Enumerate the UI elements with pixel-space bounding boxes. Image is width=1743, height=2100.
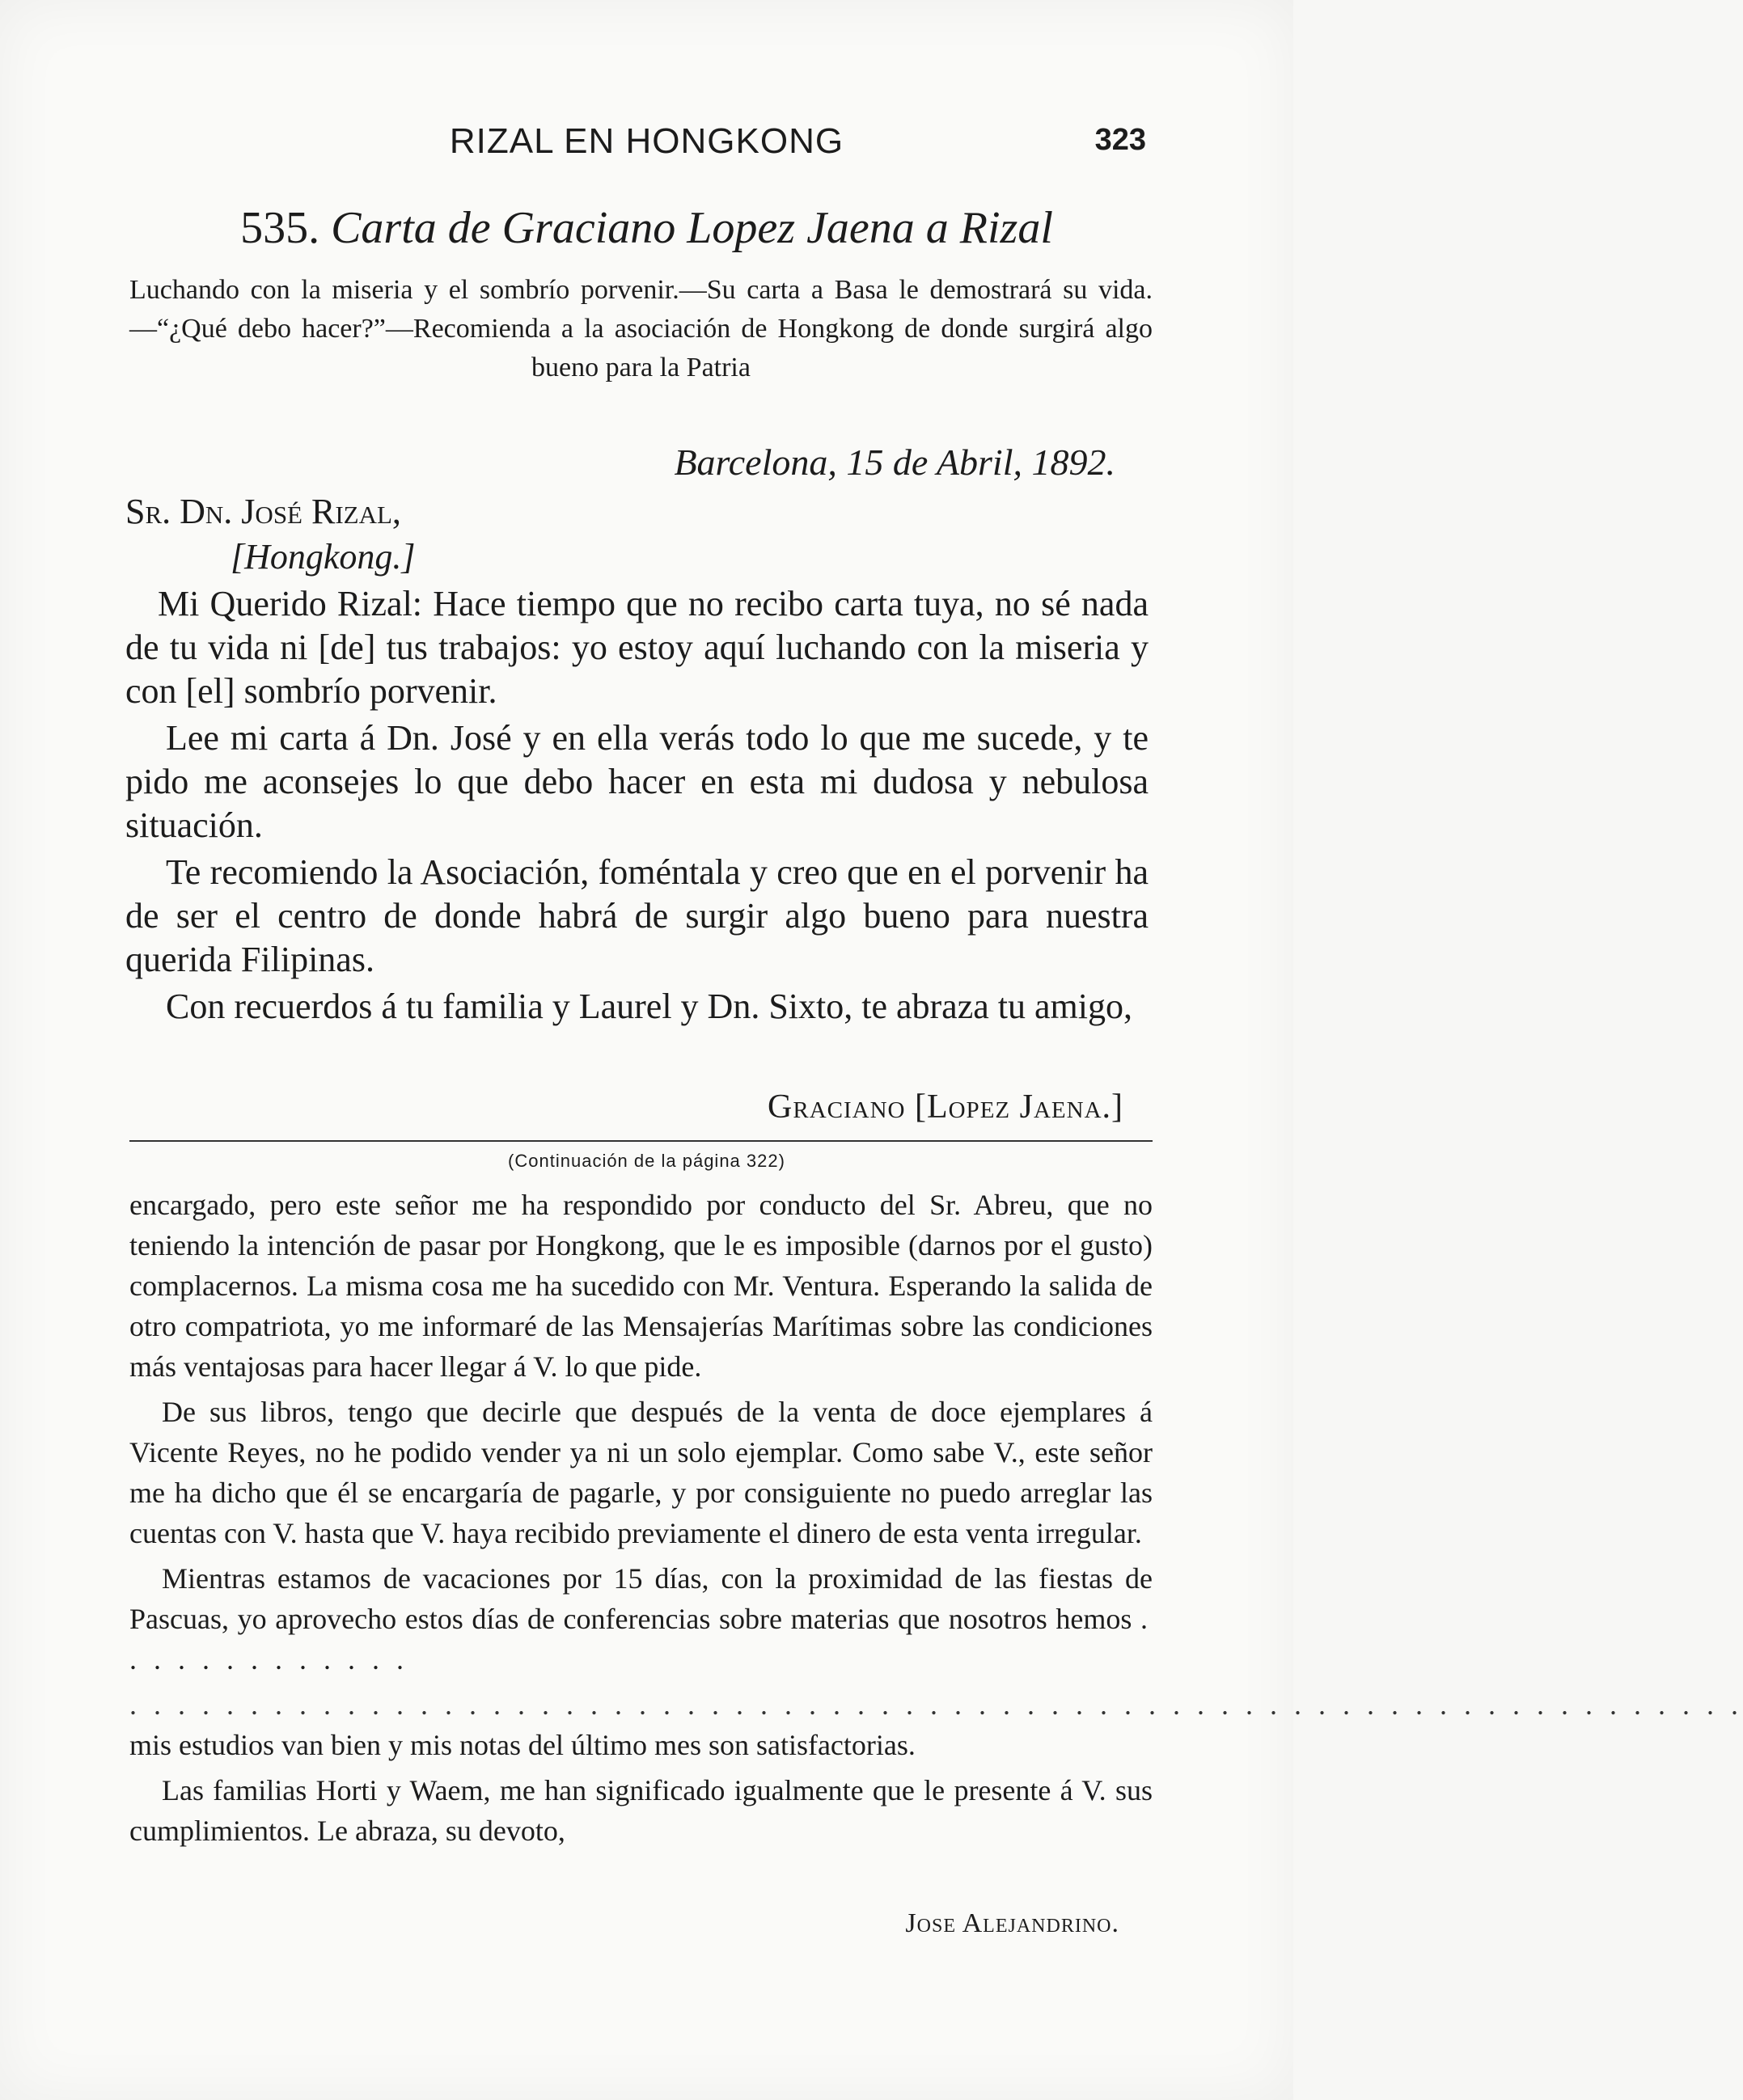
letter-addressee-place: [Hongkong.] xyxy=(231,537,416,577)
letter-paragraph: Con recuerdos á tu familia y Laurel y Dn. Sixto, te abraza tu amigo, xyxy=(166,987,1132,1026)
page-number: 323 xyxy=(1094,123,1146,157)
letter-number: 535. xyxy=(240,203,320,253)
continued-letter-body xyxy=(129,1185,1743,1856)
letter-dateline: Barcelona, 15 de Abril, 1892. xyxy=(674,442,1115,483)
continuation-note: (Continuación de la página 322) xyxy=(508,1151,785,1171)
continued-paragraph: encargado, pero este señor me ha respondido por conducto del Sr. Abreu, que no teniendo la intención de pasar por Hongkong, que le es imposible (darnos por el gusto) complacernos. La misma cosa me ha sucedido con Mr. Ventura. Esperando la salida de otro compatriota, yo me informaré de las Mensajerías Marítimas sobre las condiciones más ventajosas para hacer llegar á V. lo que pide. xyxy=(129,1189,1153,1383)
running-title: RIZAL EN HONGKONG xyxy=(449,121,844,161)
letter-title: Carta de Graciano Lopez Jaena a Rizal xyxy=(331,203,1053,253)
letter-heading xyxy=(0,202,1293,254)
continued-paragraph: Las familias Horti y Waem, me han significado igualmente que le presente á V. sus cumplimientos. Le abraza, su devoto, xyxy=(129,1774,1153,1847)
continued-paragraph: mis estudios van bien y mis notas del último mes son satisfactorias. xyxy=(129,1729,916,1761)
section-divider xyxy=(129,1140,1153,1142)
ellipsis-inline: . . . . . . . . . . . . . xyxy=(129,1603,1153,1675)
letter-signature: Graciano [Lopez Jaena.] xyxy=(768,1088,1123,1126)
letter-body xyxy=(125,582,1149,1032)
continued-paragraph-text: Mientras estamos de vacaciones por 15 días, con la proximidad de las fiestas de Pascuas, yo aprovecho estos días de conferencias sobre materias que nosotros hemos xyxy=(129,1562,1153,1635)
letter-paragraph: Te recomiendo la Asociación, foméntala y creo que en el porvenir ha de ser el centro de donde habrá de surgir algo bueno para nuestra querida Filipinas. xyxy=(125,852,1149,979)
continued-signature: Jose Alejandrino. xyxy=(905,1908,1119,1938)
letter-paragraph: Lee mi carta á Dn. José y en ella verás todo lo que me sucede, y te pido me aconsejes lo que debo hacer en esta mi dudosa y nebulosa situación. xyxy=(125,718,1149,845)
letter-paragraph: Mi Querido Rizal: Hace tiempo que no recibo carta tuya, no sé nada de tu vida ni [de] tus trabajos: yo estoy aquí luchando con la miseria y con [el] sombrío porvenir. xyxy=(125,584,1149,711)
letter-addressee-block xyxy=(125,489,416,580)
continued-paragraph xyxy=(129,1558,1153,1680)
continued-paragraph: De sus libros, tengo que decirle que después de la venta de doce ejemplares á Vicente Reyes, no he podido vender ya ni un solo ejemplar. Como sabe V., este señor me ha dicho que él se encargaría de pagarle, y por consiguiente no puedo arreglar las cuentas con V. hasta que V. haya recibido previamente el dinero de esta venta irregular. xyxy=(129,1396,1153,1549)
letter-summary: Luchando con la miseria y el sombrío porvenir.—Su carta a Basa le demostrará su vida.—“¿Qué debo hacer?”—Recomienda a la asociación de Hongkong de donde surgirá algo bueno para la Patria xyxy=(129,275,1153,382)
letter-addressee: Sr. Dn. José Rizal, xyxy=(125,492,401,531)
ellipsis-line: . . . . . . . . . . . . . . . . . . . . . . . . . . . . . . . . . . . . . . . . . . . . . . . . . . . . . . . . . . . . . . . . . . . xyxy=(129,1688,1743,1721)
running-head xyxy=(0,121,1293,170)
